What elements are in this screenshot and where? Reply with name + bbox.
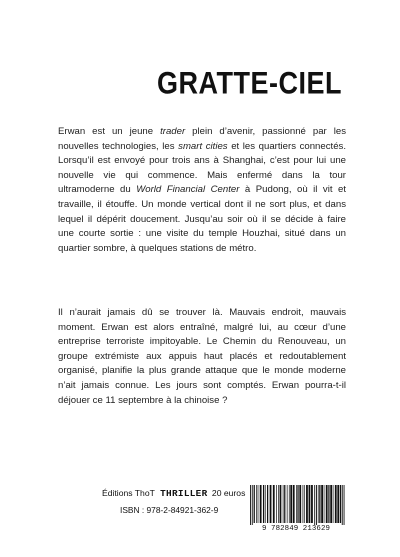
barcode-bar (303, 485, 304, 523)
blurb-paragraph-1 (58, 125, 346, 256)
blurb-italic-term: World Financial Center (136, 184, 240, 196)
price-label: 20 euros (211, 488, 246, 498)
barcode-bar (314, 485, 315, 527)
barcode-bar (254, 485, 255, 523)
barcode-icon (244, 484, 348, 528)
barcode-bar (276, 485, 277, 523)
barcode-bar (280, 485, 282, 523)
barcode-bar (250, 485, 251, 527)
barcode-bar (304, 485, 305, 523)
blurb-text: et les quartiers connectés. Lorsqu’il est envoyé pour trois ans à Shanghai, c’est pour lui une nouvelle vie qui commence. Mais enfermé dans la tour ultramoderne du (58, 140, 346, 196)
barcode-bar (328, 485, 329, 523)
barcode-bar (270, 485, 272, 523)
blurb-italic-term: smart cities (178, 140, 228, 152)
barcode-digits: 9 782849 213629 (244, 525, 348, 533)
blurb-paragraph-2: Il n’aurait jamais dû se trouver là. Mauvais endroit, mauvais moment. Erwan est alors entraîné, malgré lui, au cœur d’une entreprise terroriste impitoyable. Le Chemin du Renouveau, un groupe extrémiste aux appuis haut placés et redoutablement organisé, planifie la plus grande attaque que le monde moderne n’ait jamais connue. Les jours sont comptés. Erwan pourra-t-il déjouer ce 11 septembre à la chinoise ? (58, 307, 346, 406)
barcode-bar (342, 485, 343, 527)
barcode-bar (326, 485, 328, 523)
barcode-bar (283, 485, 284, 523)
barcode (244, 484, 348, 536)
barcode-bar (278, 485, 279, 523)
barcode-bar (324, 485, 325, 523)
barcode-bar (340, 485, 341, 523)
barcode-bar (318, 485, 319, 523)
barcode-bar (316, 485, 317, 527)
barcode-bar (265, 485, 266, 523)
barcode-bar (289, 485, 290, 523)
blurb-italic-term: trader (160, 126, 186, 137)
barcode-bar (306, 485, 308, 523)
barcode-bar (299, 485, 301, 523)
barcode-bar (260, 485, 262, 523)
barcode-bar (296, 485, 297, 523)
barcode-bar (256, 485, 257, 523)
barcode-bar (333, 485, 334, 523)
barcode-bar (330, 485, 332, 523)
barcode-bar (273, 485, 275, 523)
barcode-bar (258, 485, 259, 523)
barcode-bar (252, 485, 253, 527)
barcode-bar (335, 485, 337, 523)
barcode-bar (309, 485, 311, 523)
blurb-text: à Pudong, où il vit et travaille, il étouffe. Un monde vertical dont il ne sort plus, et dans lequel il dépérit doucement. Jusqu’au soir où il se décide à faire une courte sortie : une visite du temple Houzhai, situé dans un quartier sombre, à quelques stations de métro. (58, 184, 346, 254)
book-title: GRATTE-CIEL (157, 66, 342, 101)
barcode-bar (287, 485, 288, 523)
barcode-bar (267, 485, 268, 523)
publisher-name: Éditions ThoT (102, 488, 155, 498)
barcode-bar (290, 485, 292, 523)
barcode-bar (263, 485, 264, 523)
barcode-bar (311, 485, 313, 523)
blurb-text: plein d’avenir, passionné par les nouvelles technologies, les (58, 126, 346, 152)
barcode-bar (319, 485, 320, 523)
genre-label: THRILLER (160, 488, 208, 499)
barcode-bar (344, 485, 345, 527)
barcode-bar (297, 485, 298, 523)
barcode-bar (284, 485, 285, 523)
barcode-bar (293, 485, 295, 523)
barcode-bar (321, 485, 323, 523)
blurb-text: Erwan est un jeune (58, 126, 161, 137)
publisher-line (102, 488, 245, 499)
isbn-label: ISBN : 978-2-84921-362-9 (120, 505, 219, 515)
barcode-bar (337, 485, 339, 523)
